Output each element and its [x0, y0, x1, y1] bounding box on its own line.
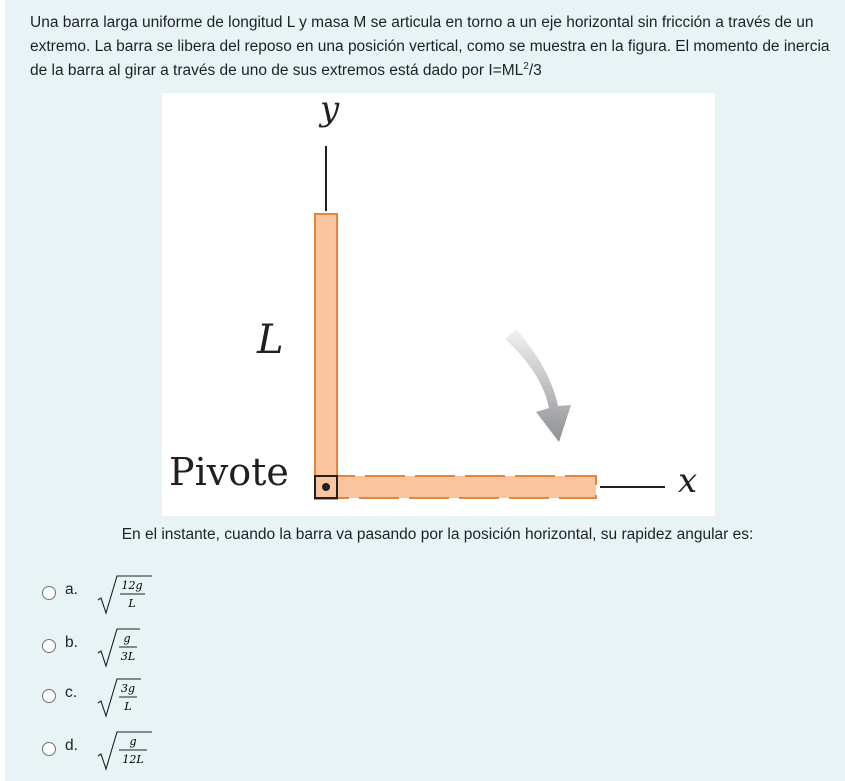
- sqrt-fraction-formula: [97, 573, 187, 615]
- formula-numerator: g: [123, 632, 131, 645]
- vertical-rod: [315, 214, 337, 499]
- radio-button[interactable]: [42, 742, 56, 756]
- option-b[interactable]: [42, 631, 302, 677]
- formula-numerator: 12g: [121, 579, 143, 592]
- question-text: [30, 11, 840, 83]
- pivot-label: Pivote: [169, 450, 289, 494]
- option-letter: b.: [65, 634, 78, 651]
- formula-denominator: 3L: [120, 650, 136, 663]
- option-d[interactable]: [42, 734, 302, 780]
- option-a[interactable]: [42, 578, 302, 624]
- question-text-tail: /3: [528, 62, 542, 79]
- formula-numerator: 3g: [120, 682, 136, 695]
- y-axis-label: y: [320, 89, 340, 129]
- sqrt-fraction-formula: [97, 676, 187, 718]
- sqrt-fraction-formula: [97, 626, 187, 668]
- length-label: L: [257, 317, 284, 363]
- formula-denominator: 12L: [122, 753, 144, 766]
- x-axis-label: x: [678, 461, 698, 501]
- formula-denominator: L: [128, 597, 136, 610]
- option-letter: d.: [65, 737, 78, 754]
- question-superscript: 2: [523, 61, 529, 72]
- radio-button[interactable]: [42, 586, 56, 600]
- question-card: [5, 0, 845, 781]
- option-letter: a.: [65, 581, 78, 598]
- rod-pivot-figure: [162, 89, 715, 516]
- formula-numerator: g: [129, 735, 137, 748]
- option-letter: c.: [65, 684, 78, 701]
- horizontal-rod-dashed: [315, 476, 596, 498]
- rotation-arrow: [505, 329, 571, 442]
- radio-button[interactable]: [42, 639, 56, 653]
- radio-button[interactable]: [42, 689, 56, 703]
- formula-denominator: L: [124, 700, 132, 713]
- sqrt-fraction-formula: [97, 729, 187, 771]
- option-c[interactable]: [42, 681, 302, 727]
- question-text-main: Una barra larga uniforme de longitud L y masa M se articula en torno a un eje horizontal sin fricción a través de un extremo. La barra se libera del reposo en una posición vertical, como se muestra en la figura. El momento de inercia de la barra al girar a través de uno de sus extremos está dado por I=ML: [30, 14, 830, 79]
- pivot-point: [322, 483, 330, 491]
- question-prompt: En el instante, cuando la barra va pasando por la posición horizontal, su rapidez angular es:: [121, 526, 754, 543]
